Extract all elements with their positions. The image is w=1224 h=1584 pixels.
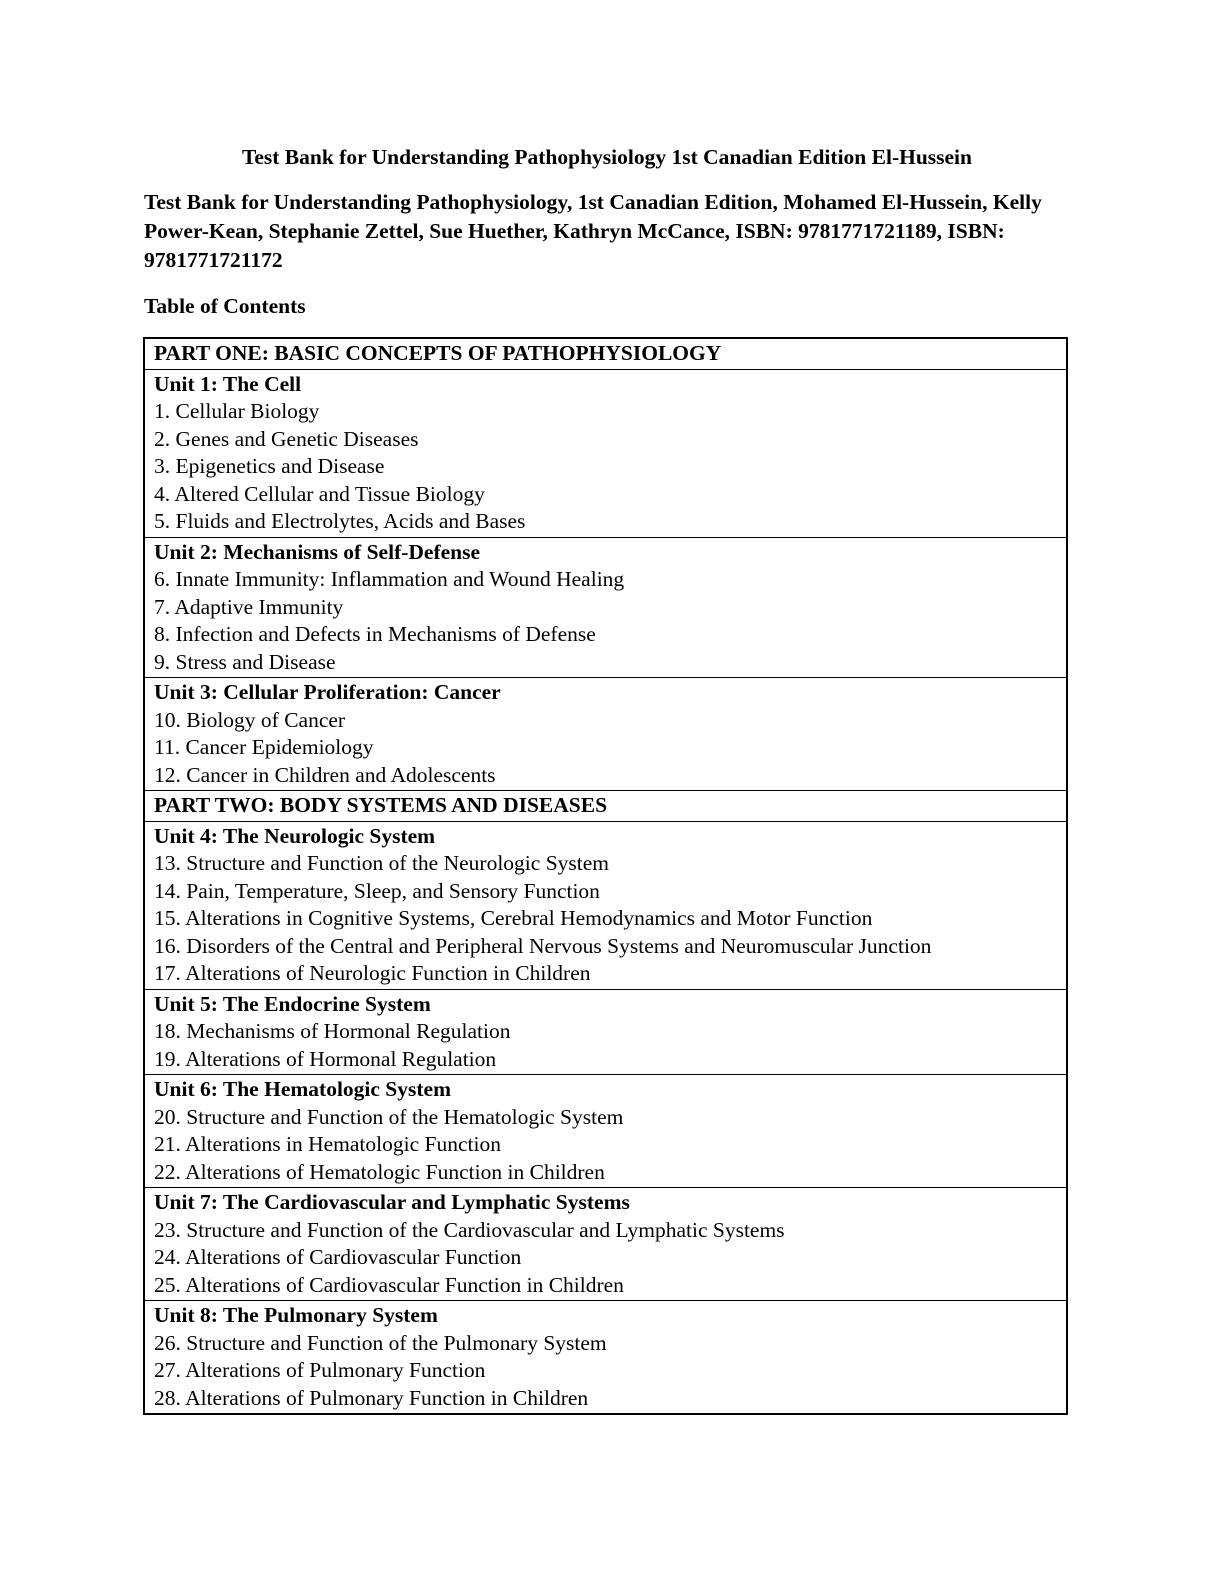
- toc-section-unit-4: [145, 821, 1066, 989]
- toc-chapter: 16. Disorders of the Central and Peripheral Nervous Systems and Neuromuscular Junction: [154, 933, 932, 958]
- toc-chapter: 12. Cancer in Children and Adolescents: [154, 762, 496, 787]
- toc-chapter: 13. Structure and Function of the Neurologic System: [154, 851, 610, 875]
- toc-section-heading: Unit 1: The Cell: [154, 371, 302, 396]
- toc-section-heading: Unit 8: The Pulmonary System: [154, 1303, 438, 1327]
- toc-chapter: 18. Mechanisms of Hormonal Regulation: [154, 1019, 511, 1043]
- toc-chapter: 6. Innate Immunity: Inflammation and Wound Healing: [154, 567, 625, 591]
- book-citation: Test Bank for Understanding Pathophysiology, 1st Canadian Edition, Mohamed El-Hussein, Kelly Power-Kean, Stephanie Zettel, Sue Huether, Kathryn McCance, ISBN: 9781771721189, ISBN: 9781771721172: [144, 190, 1042, 272]
- toc-chapter: 11. Cancer Epidemiology: [154, 735, 374, 759]
- toc-chapter: 3. Epigenetics and Disease: [154, 454, 385, 478]
- toc-chapter: 1. Cellular Biology: [154, 399, 320, 423]
- toc-chapter: 25. Alterations of Cardiovascular Function in Children: [154, 1272, 624, 1297]
- toc-chapter: 28. Alterations of Pulmonary Function in Children: [154, 1385, 589, 1410]
- toc-chapter: 26. Structure and Function of the Pulmonary System: [154, 1330, 607, 1355]
- toc-section-unit-3: [145, 677, 1066, 790]
- toc-section-heading: Unit 7: The Cardiovascular and Lymphatic Systems: [154, 1190, 630, 1214]
- toc-section-unit-2: [145, 537, 1066, 678]
- toc-section-heading: Unit 6: The Hematologic System: [154, 1077, 451, 1101]
- toc-chapter: 21. Alterations in Hematologic Function: [154, 1132, 501, 1156]
- toc-section-heading: Unit 2: Mechanisms of Self-Defense: [154, 539, 481, 564]
- toc-section-heading: Unit 3: Cellular Proliferation: Cancer: [154, 680, 501, 704]
- page-title: Test Bank for Understanding Pathophysiology 1st Canadian Edition El-Hussein: [241, 145, 972, 169]
- toc-section-unit-1: [145, 369, 1066, 537]
- toc-chapter: 15. Alterations in Cognitive Systems, Cerebral Hemodynamics and Motor Function: [154, 906, 873, 930]
- toc-section-unit-7: [145, 1187, 1066, 1300]
- toc-chapter: 4. Altered Cellular and Tissue Biology: [154, 481, 485, 506]
- toc-chapter: 17. Alterations of Neurologic Function in Children: [154, 961, 591, 985]
- toc-section-unit-6: [145, 1074, 1066, 1187]
- toc-chapter: 27. Alterations of Pulmonary Function: [154, 1358, 486, 1382]
- toc-section-unit-8: [145, 1300, 1066, 1413]
- toc-heading: Table of Contents: [144, 294, 306, 318]
- toc-chapter: 8. Infection and Defects in Mechanisms of Defense: [154, 622, 596, 646]
- toc-section-unit-5: [145, 989, 1066, 1075]
- toc-chapter: 9. Stress and Disease: [154, 649, 336, 674]
- toc-chapter: 10. Biology of Cancer: [154, 707, 346, 732]
- toc-section-part-one: [145, 339, 1066, 369]
- toc-section-heading: PART ONE: BASIC CONCEPTS OF PATHOPHYSIOLOGY: [154, 341, 722, 365]
- toc-chapter: 7. Adaptive Immunity: [154, 594, 344, 619]
- toc-chapter: 24. Alterations of Cardiovascular Function: [154, 1245, 522, 1269]
- toc-chapter: 23. Structure and Function of the Cardiovascular and Lymphatic Systems: [154, 1217, 785, 1242]
- toc-section-heading: Unit 5: The Endocrine System: [154, 991, 431, 1016]
- toc-section-heading: Unit 4: The Neurologic System: [154, 823, 436, 848]
- toc-chapter: 14. Pain, Temperature, Sleep, and Sensory Function: [154, 878, 600, 903]
- toc-section-part-two: [145, 790, 1066, 821]
- toc-section-heading: PART TWO: BODY SYSTEMS AND DISEASES: [154, 793, 608, 817]
- table-of-contents: [143, 337, 1068, 1415]
- toc-chapter: 2. Genes and Genetic Diseases: [154, 426, 419, 451]
- toc-chapter: 22. Alterations of Hematologic Function in Children: [154, 1159, 605, 1184]
- toc-chapter: 20. Structure and Function of the Hematologic System: [154, 1104, 624, 1129]
- toc-chapter: 19. Alterations of Hormonal Regulation: [154, 1046, 497, 1071]
- toc-chapter: 5. Fluids and Electrolytes, Acids and Bases: [154, 509, 526, 533]
